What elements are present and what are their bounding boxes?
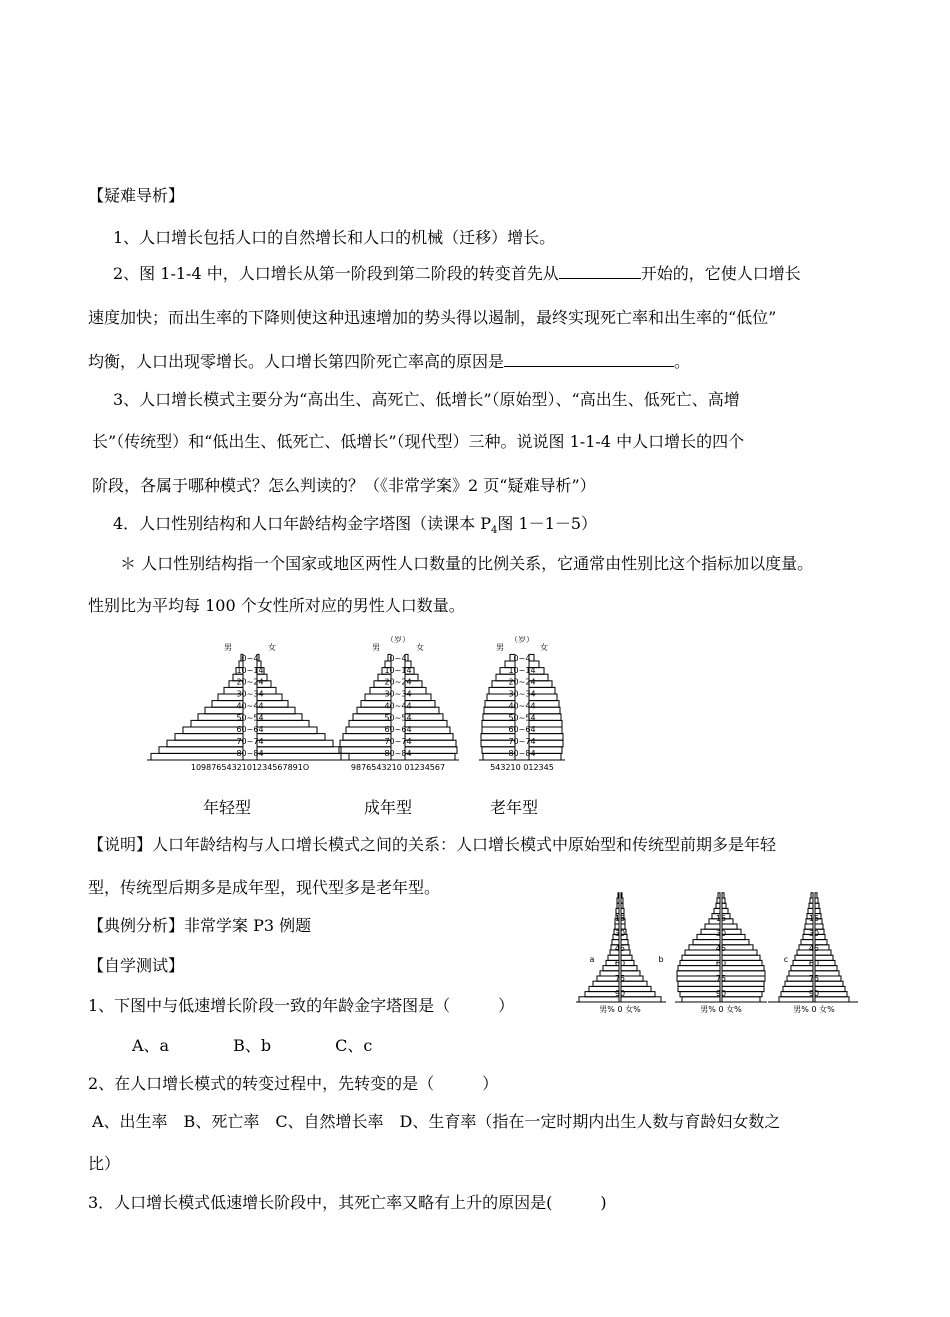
explain-line-2: 型，传统型后期多是成年型，现代型多是老年型。 [88,878,441,897]
abc-axis-label: 男% 0 女% [700,1005,742,1014]
pyramid-bar-female [405,727,450,734]
abc-bar-male [678,986,720,991]
pyramid-bar-female [405,734,453,741]
abc-bar-female [722,981,764,986]
age-tick-label: 30~34 [384,689,412,699]
abc-bar-female [815,981,843,986]
abc-axis-label: 男% 0 女% [599,1005,641,1014]
abc-age-label: 90 [614,989,626,998]
pyramid-bar-male [339,747,391,754]
age-unit-label: （岁） [510,636,534,644]
male-label: 男 [224,643,232,652]
abc-bar-male [682,955,720,960]
age-pyramid-figure [128,636,590,776]
abc-bar-female [815,986,845,991]
abc-bar-female [722,986,764,991]
abc-bar-male [779,997,813,1002]
abc-bar-male [811,893,813,898]
abc-bar-male [680,992,720,997]
pyramid-bar-female [257,740,333,747]
fill-blank-1[interactable] [559,278,641,279]
abc-bar-female [815,893,817,898]
abc-bar-male [579,997,619,1002]
point-4-sex-ratio: 性别比为平均每 100 个女性所对应的男性人口数量。 [88,596,465,615]
age-tick-label: 10~14 [236,665,264,675]
abc-bar-male [617,903,619,908]
point-4-title [113,514,597,541]
abc-bar-male [617,898,619,903]
age-tick-label: 60~64 [384,725,412,735]
abc-bar-female [621,997,661,1002]
pyramid-a [576,893,666,1014]
abc-bar-female [621,908,624,913]
age-tick-label: 70~74 [384,737,412,747]
abc-bar-female [722,955,760,960]
abc-age-label: 45 [808,944,820,953]
abc-age-label: 60 [808,959,820,968]
point-4-subscript: 4 [491,525,498,537]
age-tick-label: 80~84 [236,749,264,758]
age-tick-label: 40~44 [508,701,536,711]
abc-bar-female [621,898,623,903]
pyramid-bar-female [257,727,317,734]
age-tick-label: 30~34 [236,689,264,699]
abc-bar-male [678,981,720,986]
abc-bar-male [677,976,720,981]
abc-bar-female [722,960,762,965]
caption-young: 年轻型 [203,798,252,817]
male-label: 男 [372,643,380,652]
abc-age-label: 15 [808,914,820,923]
pyramid-young [147,642,353,772]
abc-age-label: 60 [715,959,727,968]
caption-adult: 成年型 [364,798,413,817]
question-3: 3．人口增长模式低速增长阶段中，其死亡率又略有上升的原因是( ) [88,1193,607,1212]
age-tick-label: 20~24 [236,677,264,687]
age-tick-label: 80~84 [384,749,412,758]
abc-bar-female [815,908,820,913]
abc-bar-male [718,893,720,898]
abc-bar-male [680,960,720,965]
abc-bar-male [677,971,720,976]
abc-bar-female [621,986,651,991]
abc-pyramid-letter: a [589,955,595,964]
abc-bar-female [815,898,818,903]
female-label: 女 [540,643,548,652]
abc-age-label: 75 [808,974,820,983]
section-title-difficulty: 【疑难导析】 [88,186,185,205]
abc-bar-female [621,903,623,908]
x-axis-tick-labels: 543210 012345 [490,763,554,772]
example-analysis: 【典例分析】非常学案 P3 例题 [88,916,312,935]
point-2-text-d: 均衡，人口出现零增长。人口增长第四阶死亡率高的原因是 [88,352,505,371]
abc-age-label: 15 [614,914,626,923]
age-tick-label: 60~64 [508,725,536,735]
pyramid-bar-male [175,734,243,741]
point-2-line-2: 速度加快；而出生率的下降则使这种迅速增加的势头得以遏制，最终实现死亡率和出生率的“低位” [88,308,777,327]
x-axis-tick-labels: 9876543210 01234567 [350,763,446,772]
abc-bar-male [682,997,720,1002]
male-label: 男 [496,643,504,652]
question-1-options: A、a B、b C、c [132,1036,373,1055]
abc-age-label: 30 [808,929,820,938]
abc-bar-male [810,898,813,903]
point-2-text-e: 。 [674,352,691,371]
abc-bar-female [722,903,726,908]
abc-age-label: 75 [715,974,727,983]
age-tick-label: 0~4 [389,653,407,663]
pyramid-bar-female [257,747,341,754]
point-4-text-b: 图 1－1－5） [497,514,598,533]
abc-bar-female [722,976,765,981]
abc-bar-male [808,908,813,913]
point-3-line-2: 长”（传统型）和“低出生、低死亡、低增长”（现代型）三种。说说图 1-1-4 中人口增长的四个 [92,432,745,451]
abc-bar-female [722,898,725,903]
abc-bar-male [616,908,619,913]
fill-blank-2[interactable] [504,366,674,367]
abc-age-label: 30 [614,929,626,938]
age-tick-label: 50~54 [508,713,536,723]
pyramid-bar-male [340,740,391,747]
pyramid-bar-female [257,720,309,727]
age-tick-label: 0~4 [513,653,531,663]
age-tick-label: 20~24 [508,677,536,687]
pyramid-bar-female [257,714,302,721]
abc-bar-male [717,898,720,903]
abc-bar-male [618,893,619,898]
point-4-sex-structure: ＊ 人口性别结构指一个国家或地区两性人口数量的比例关系，它通常由性别比这个指标加以度量。 [120,554,814,573]
abc-age-label: 45 [614,944,626,953]
age-tick-label: 10~14 [508,665,536,675]
self-test-title: 【自学测试】 [88,956,185,975]
pyramid-bar-female [257,753,349,760]
age-tick-label: 40~44 [384,701,412,711]
age-tick-label: 70~74 [508,737,536,747]
female-label: 女 [416,643,424,652]
pyramid-bar-male [167,740,243,747]
abc-axis-label: 男% 0 女% [793,1005,835,1014]
abc-bar-female [722,950,757,955]
age-tick-label: 50~54 [236,713,264,723]
pyramid-old [479,636,565,772]
age-tick-label: 40~44 [236,701,264,711]
abc-age-label: 30 [715,929,727,938]
point-2-text-b: 开始的，它使人口增长 [640,264,801,283]
abc-bar-female [621,893,622,898]
pyramid-bar-female [405,753,455,760]
abc-bar-female [722,997,760,1002]
point-4-text-a: 4．人口性别结构和人口年龄结构金字塔图（读课本 P [113,514,492,533]
explain-line-1: 【说明】人口年龄结构与人口增长模式之间的关系：人口增长模式中原始型和传统型前期多是年轻 [88,835,777,854]
abc-pyramid-figure [576,882,858,1020]
x-axis-tick-labels: 1098765432101234567891O [190,763,310,772]
abc-pyramid-letter: b [658,955,664,964]
abc-bar-female [722,945,753,950]
pyramid-b [658,893,767,1014]
point-1: 1、人口增长包括人口的自然增长和人口的机械（迁移）增长。 [113,228,556,247]
question-2-options: A、出生率 B、死亡率 C、自然增长率 D、生育率（指在一定时期内出生人数与育龄妇女数之 [92,1112,781,1131]
pyramid-adult [337,636,459,772]
age-tick-label: 70~74 [236,737,264,747]
abc-bar-male [714,908,720,913]
abc-bar-female [722,992,762,997]
abc-age-label: 90 [808,989,820,998]
age-tick-label: 50~54 [384,713,412,723]
age-tick-label: 0~4 [241,653,259,663]
pyramid-bar-male [151,753,243,760]
abc-bar-female [815,903,819,908]
abc-age-label: 60 [614,959,626,968]
age-tick-label: 20~24 [384,677,412,687]
abc-bar-female [621,992,655,997]
caption-old: 老年型 [490,798,539,817]
female-label: 女 [268,643,276,652]
question-2: 2、在人口增长模式的转变过程中，先转变的是（ ） [88,1074,499,1093]
question-1: 1、下图中与低速增长阶段一致的年龄金字塔图是（ ） [88,996,515,1015]
age-tick-label: 60~64 [236,725,264,735]
abc-age-label: 45 [715,944,727,953]
abc-bar-male [716,903,720,908]
pyramid-bar-female [257,734,325,741]
abc-bar-female [722,893,724,898]
pyramid-bar-male [159,747,243,754]
question-2-options-end: 比） [88,1154,121,1173]
point-2-line-3 [88,352,690,372]
abc-bar-male [678,966,720,971]
point-3-line-1: 3、人口增长模式主要分为“高出生、高死亡、低增长”（原始型）、“高出生、低死亡、高增 [113,390,740,409]
pyramid-c [768,893,858,1014]
pyramid-bar-male [183,727,243,734]
abc-age-label: 15 [715,914,727,923]
abc-bar-female [722,971,765,976]
age-tick-label: 10~14 [384,665,412,675]
pyramid-bar-female [405,740,456,747]
abc-age-label: 75 [614,974,626,983]
abc-bar-male [585,992,619,997]
abc-bar-female [815,992,847,997]
abc-pyramid-letter: c [783,955,789,964]
point-2-line-1 [113,264,801,284]
age-unit-label: （岁） [386,636,410,644]
age-tick-label: 30~34 [508,689,536,699]
abc-bar-female [722,966,764,971]
pyramid-bar-female [405,747,457,754]
abc-bar-female [722,908,728,913]
abc-age-label: 90 [715,989,727,998]
abc-bar-male [809,903,813,908]
pyramid-bar-male [191,720,243,727]
abc-bar-female [815,997,849,1002]
point-2-text-a: 2、图 1-1-4 中，人口增长从第一阶段到第二阶段的转变首先从 [113,264,559,283]
age-tick-label: 80~84 [508,749,536,758]
point-3-line-3: 阶段，各属于哪种模式？怎么判读的？（《非常学案》2 页“疑难导析”） [92,476,596,495]
abc-bar-male [685,950,720,955]
